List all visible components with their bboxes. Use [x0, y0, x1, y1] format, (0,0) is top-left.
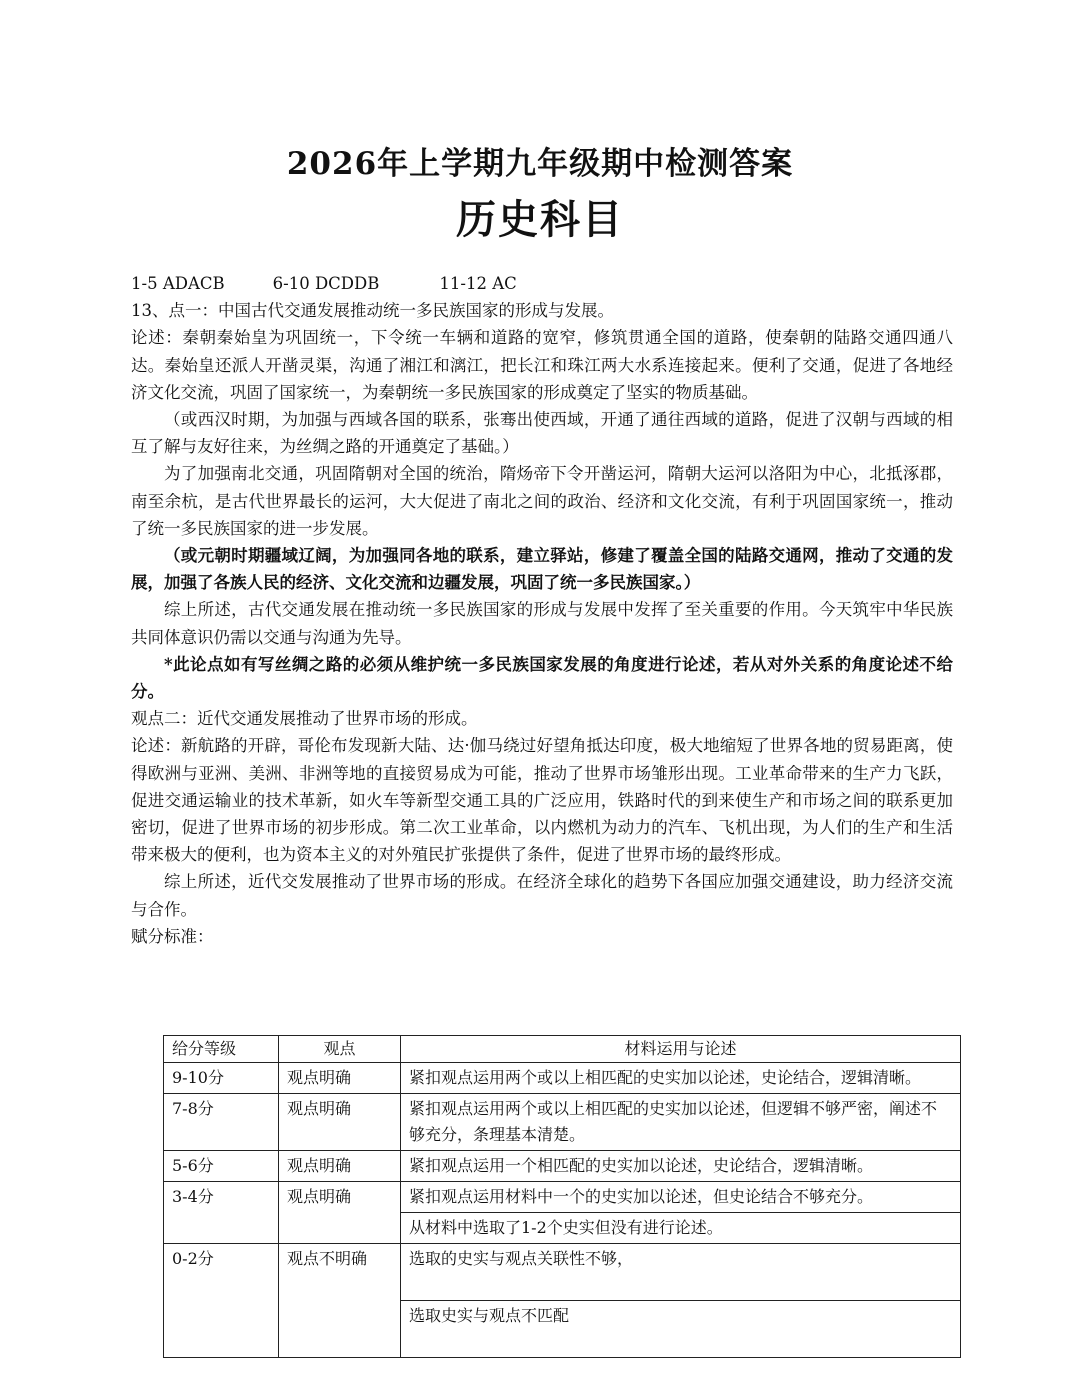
table-cell-desc: 选取的史实与观点关联性不够， [401, 1244, 961, 1301]
q13-view-two: 观点二：近代交通发展推动了世界市场的形成。 [131, 709, 478, 729]
mcq-answers-1-5: 1-5 ADACB [131, 274, 225, 293]
table-header: 给分等级 [164, 1036, 279, 1063]
table-cell-view: 观点明确 [279, 1063, 401, 1094]
table-row [164, 1182, 961, 1213]
q13-argument-sui: 为了加强南北交通，巩固隋朝对全国的统治，隋炀帝下令开凿运河，隋朝大运河以洛阳为中心，北抵涿郡，南至余杭，是古代世界最长的运河，大大促进了南北之间的政治、经济和文化交流，有利于巩固国家统一，推动了统一多民族国家的进一步发展。 [131, 464, 953, 538]
table-cell-level: 5-6分 [164, 1151, 279, 1182]
table-cell-view: 观点不明确 [279, 1244, 401, 1358]
q13-summary-one: 综上所述，古代交通发展在推动统一多民族国家的形成与发展中发挥了至关重要的作用。今天筑牢中华民族共同体意识仍需以交通与沟通为先导。 [131, 600, 953, 647]
table-row [164, 1244, 961, 1301]
q13-view-one: 13、点一：中国古代交通发展推动统一多民族国家的形成与发展。 [131, 301, 614, 321]
mcq-answers-6-10: 6-10 DCDDB [272, 274, 380, 293]
table-header-row [164, 1036, 961, 1063]
table-cell-view: 观点明确 [279, 1182, 401, 1244]
subject-title: 历史科目 [456, 196, 624, 243]
table-cell-desc: 紧扣观点运用一个相匹配的史实加以论述，史论结合，逻辑清晰。 [401, 1151, 961, 1182]
table-cell-desc: 选取史实与观点不匹配 [401, 1301, 961, 1358]
table-cell-desc: 从材料中选取了1-2个史实但没有进行论述。 [401, 1213, 961, 1244]
table-cell-view: 观点明确 [279, 1151, 401, 1182]
q13-argument-qin: 论述：秦朝秦始皇为巩固统一，下令统一车辆和道路的宽窄，修筑贯通全国的道路，使秦朝的陆路交通四通八达。秦始皇还派人开凿灵渠，沟通了湘江和漓江，把长江和珠江两大水系连接起来。便利了交通，促进了各地经济文化交流，巩固了国家统一，为秦朝统一多民族国家的形成奠定了坚实的物质基础。 [131, 328, 953, 402]
q13-summary-two: 综上所述，近代交发展推动了世界市场的形成。在经济全球化的趋势下各国应加强交通建设，助力经济交流与合作。 [131, 872, 953, 919]
table-cell-desc: 紧扣观点运用材料中一个的史实加以论述，但史论结合不够充分。 [401, 1182, 961, 1213]
q13-silk-road-note: *此论点如有写丝绸之路的必须从维护统一多民族国家发展的角度进行论述，若从对外关系的角度论述不给分。 [131, 654, 953, 702]
table-cell-desc: 紧扣观点运用两个或以上相匹配的史实加以论述，史论结合，逻辑清晰。 [401, 1063, 961, 1094]
table-row [164, 1094, 961, 1151]
table-cell-level: 0-2分 [164, 1244, 279, 1358]
mcq-answers-11-12: 11-12 AC [439, 274, 517, 293]
table-cell-level: 7-8分 [164, 1094, 279, 1151]
page-title: 2026年上学期九年级期中检测答案 [286, 146, 794, 182]
scoring-table [163, 1035, 961, 1358]
mcq-answers [131, 270, 953, 297]
scoring-standard-label: 赋分标准： [131, 926, 214, 946]
table-row [164, 1063, 961, 1094]
q13-argument-yuan: （或元朝时期疆域辽阔，为加强同各地的联系，建立驿站，修建了覆盖全国的陆路交通网，推动了交通的发展，加强了各族人民的经济、文化交流和边疆发展，巩固了统一多民族国家。） [131, 546, 953, 593]
table-cell-desc: 紧扣观点运用两个或以上相匹配的史实加以论述，但逻辑不够严密，阐述不够充分，条理基本清楚。 [401, 1094, 961, 1151]
q13-argument-han: （或西汉时期，为加强与西域各国的联系，张骞出使西域，开通了通往西域的道路，促进了汉朝与西域的相互了解与友好往来，为丝绸之路的开通奠定了基础。） [131, 410, 953, 457]
table-header: 观点 [279, 1036, 401, 1063]
q13-argument-modern: 论述：新航路的开辟，哥伦布发现新大陆、达·伽马绕过好望角抵达印度，极大地缩短了世界各地的贸易距离，使得欧洲与亚洲、美洲、非洲等地的直接贸易成为可能，推动了世界市场雏形出现。工业革命带来的生产力飞跃，促进交通运输业的技术革新，如火车等新型交通工具的广泛应用，铁路时代的到来使生产和市场之间的联系更加密切，促进了世界市场的初步形成。第二次工业革命，以内燃机为动力的汽车、飞机出现，为人们的生产和生活带来极大的便利，也为资本主义的对外殖民扩张提供了条件，促进了世界市场的最终形成。 [131, 736, 953, 865]
table-cell-level: 9-10分 [164, 1063, 279, 1094]
table-cell-view: 观点明确 [279, 1094, 401, 1151]
table-row [164, 1151, 961, 1182]
table-cell-level: 3-4分 [164, 1182, 279, 1244]
answer-body [131, 270, 953, 950]
table-header: 材料运用与论述 [401, 1036, 961, 1063]
